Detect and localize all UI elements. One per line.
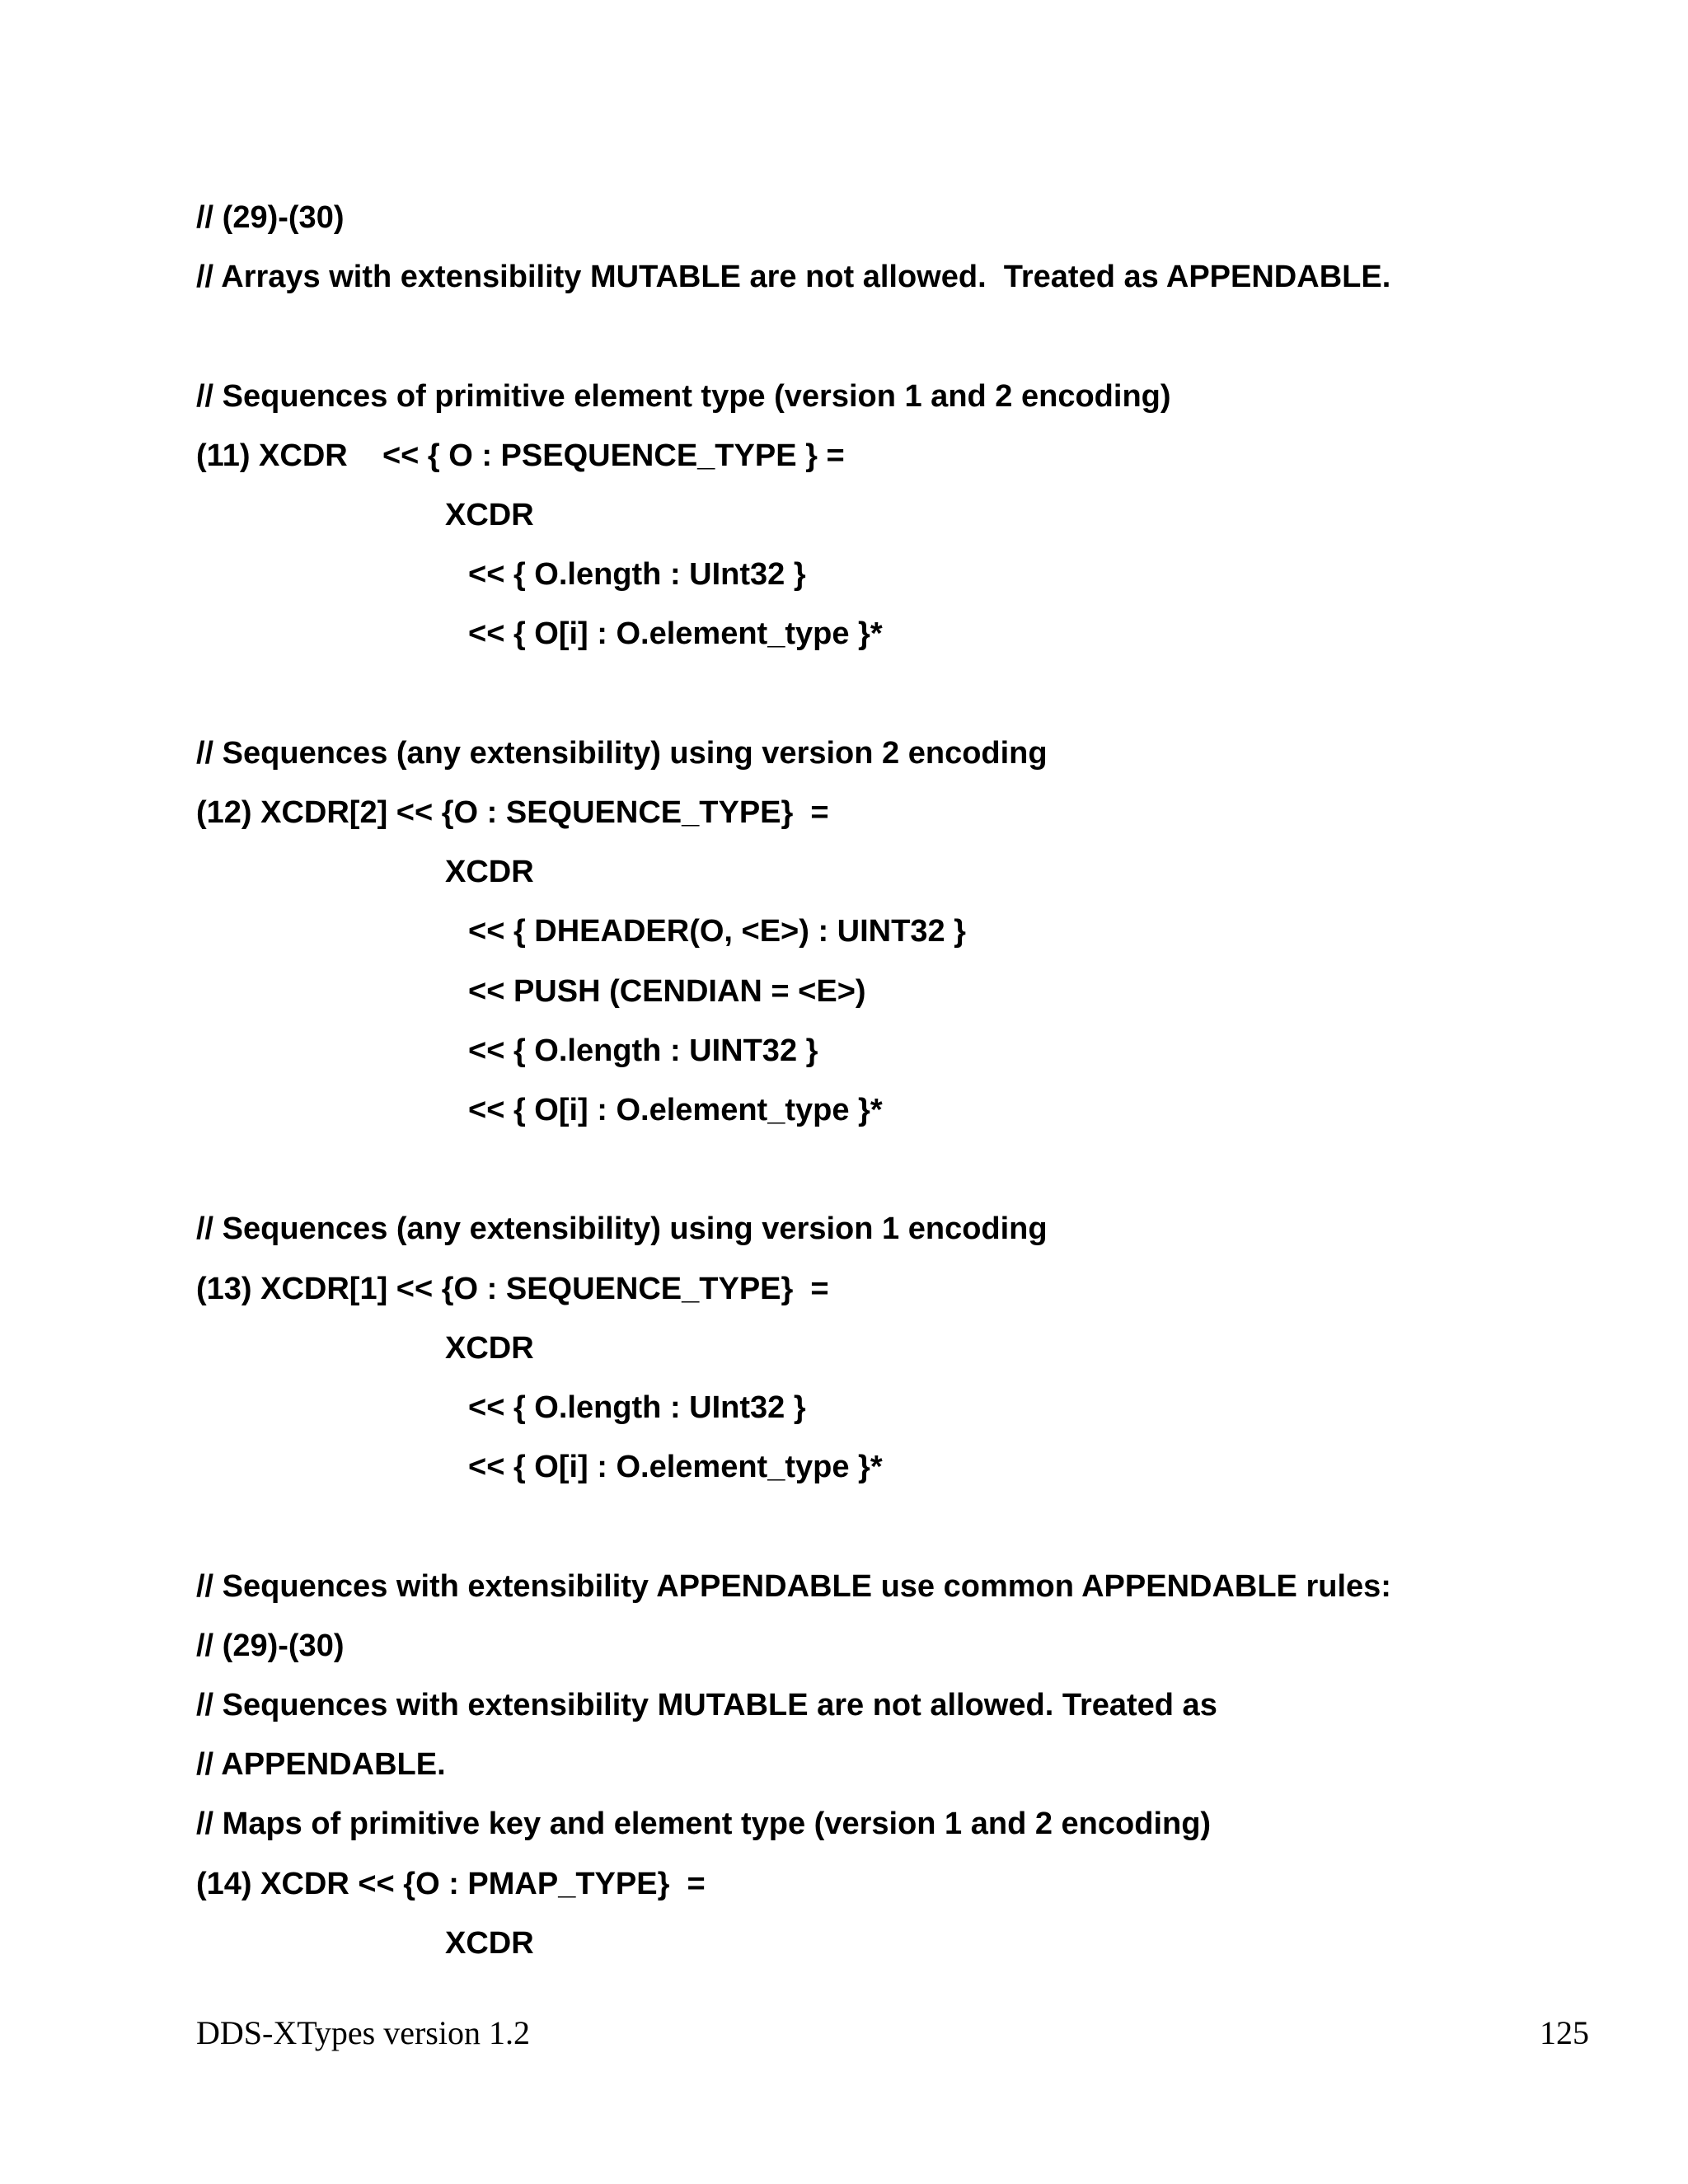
code-line: << { DHEADER(O, <E>) : UINT32 } bbox=[468, 914, 966, 949]
code-line: // APPENDABLE. bbox=[196, 1747, 446, 1783]
code-line: // Sequences (any extensibility) using version 2 encoding bbox=[196, 735, 1048, 771]
footer-page-number: 125 bbox=[1540, 2014, 1589, 2051]
code-line: XCDR bbox=[445, 1330, 534, 1366]
code-line: // Sequences with extensibility APPENDABLE use common APPENDABLE rules: bbox=[196, 1568, 1391, 1604]
code-line: // Sequences (any extensibility) using version 1 encoding bbox=[196, 1212, 1048, 1247]
code-line: // (29)-(30) bbox=[196, 200, 345, 235]
code-line: (14) XCDR << {O : PMAP_TYPE} = bbox=[196, 1866, 706, 1901]
code-line: XCDR bbox=[445, 498, 534, 532]
code-line: << { O[i] : O.element_type }* bbox=[468, 1450, 883, 1485]
code-line: XCDR bbox=[445, 855, 534, 890]
code-line: << { O.length : UINT32 } bbox=[468, 1033, 818, 1068]
code-line: << { O.length : UInt32 } bbox=[468, 1390, 806, 1425]
code-line: (12) XCDR[2] << {O : SEQUENCE_TYPE} = bbox=[196, 795, 829, 830]
code-line: << { O.length : UInt32 } bbox=[468, 557, 806, 593]
code-line: // Maps of primitive key and element type (version 1 and 2 encoding) bbox=[196, 1807, 1212, 1842]
code-line: << PUSH (CENDIAN = <E>) bbox=[468, 973, 866, 1009]
code-line: << { O[i] : O.element_type }* bbox=[468, 616, 883, 652]
code-line: (11) XCDR << { O : PSEQUENCE_TYPE } = bbox=[196, 438, 845, 473]
code-line: // (29)-(30) bbox=[196, 1628, 345, 1663]
code-line: // Sequences of primitive element type (version 1 and 2 encoding) bbox=[196, 378, 1171, 414]
code-line: // Arrays with extensibility MUTABLE are not allowed. Treated as APPENDABLE. bbox=[196, 260, 1391, 295]
footer-document-title: DDS-XTypes version 1.2 bbox=[196, 2014, 530, 2051]
code-line: << { O[i] : O.element_type }* bbox=[468, 1093, 883, 1127]
code-line: // Sequences with extensibility MUTABLE are not allowed. Treated as bbox=[196, 1688, 1217, 1722]
code-line: (13) XCDR[1] << {O : SEQUENCE_TYPE} = bbox=[196, 1271, 829, 1306]
code-line: XCDR bbox=[445, 1925, 534, 1961]
